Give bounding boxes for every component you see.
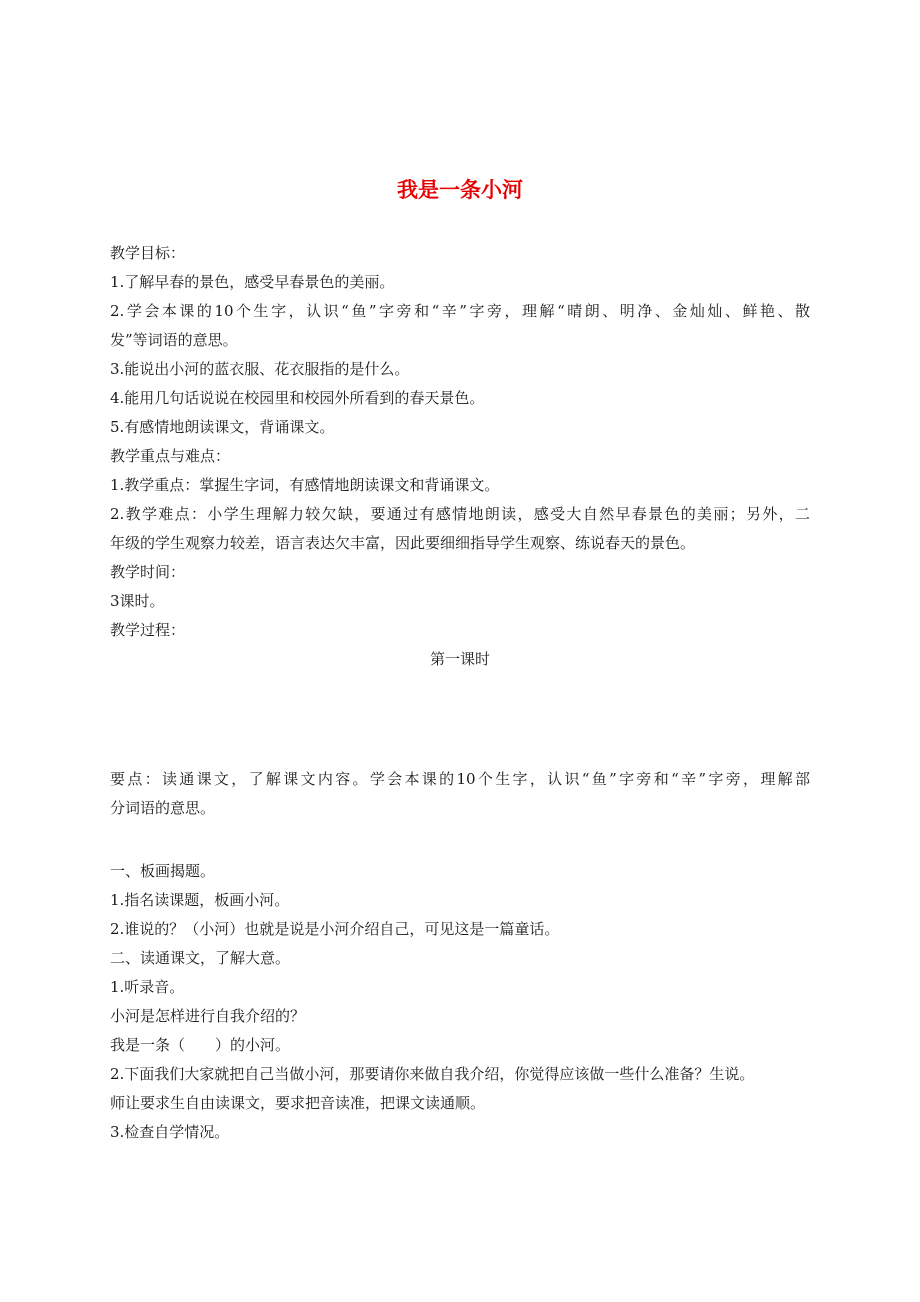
objective-item: 3.能说出小河的蓝衣服、花衣服指的是什么。: [110, 360, 410, 378]
step-item: 2.谁说的？（小河）也就是说是小河介绍自己，可见这是一篇童话。: [110, 920, 560, 938]
objective-item: 5.有感情地朗读课文，背诵课文。: [110, 418, 335, 436]
step-item: 二、读通课文，了解大意。: [110, 949, 291, 967]
step-item: 我是一条（ ）的小河。: [110, 1036, 291, 1054]
summary-section: [110, 765, 810, 823]
objectives-heading: 教学目标：: [110, 244, 186, 262]
step-item: 3.检查自学情况。: [110, 1123, 230, 1141]
objective-item: 2.学会本课的10个生字，认识“鱼”字旁和“辛”字旁，理解“晴朗、明净、金灿灿、鲜艳、散: [110, 302, 810, 320]
process-heading: 教学过程：: [110, 621, 186, 639]
step-item: 1.听录音。: [110, 978, 185, 996]
key-points-heading: 教学重点与难点：: [110, 447, 231, 465]
key-points-section: [110, 442, 810, 558]
step-item: 2.下面我们大家就把自己当做小河，那要请你来做自我介绍，你觉得应该做一些什么准备？生说。: [110, 1065, 755, 1083]
summary-line: 分词语的意思。: [110, 799, 216, 817]
document-title: 我是一条小河: [397, 178, 523, 202]
key-point-item: 1.教学重点：掌握生字词，有感情地朗读课文和背诵课文。: [110, 476, 500, 494]
lesson-title: 第一课时: [429, 650, 490, 668]
objective-item: 1.了解早春的景色，感受早春景色的美丽。: [110, 273, 395, 291]
step-item: 1.指名读课题，板画小河。: [110, 891, 290, 909]
key-point-item: 2.教学难点：小学生理解力较欠缺，要通过有感情地朗读，感受大自然早春景色的美丽；另外，二: [110, 505, 810, 523]
step-item: 师让要求生自由读课文，要求把音读准，把课文读通顺。: [110, 1094, 486, 1112]
summary-line: 要点：读通课文，了解课文内容。学会本课的10个生字，认识“鱼”字旁和“辛”字旁，理解部: [110, 770, 810, 788]
key-point-item: 年级的学生观察力较差，语言表达欠丰富，因此要细细指导学生观察、练说春天的景色。: [110, 534, 696, 552]
step-item: 小河是怎样进行自我介绍的？: [110, 1007, 306, 1025]
steps-section: [110, 857, 810, 1147]
objective-item: 4.能用几句话说说在校园里和校园外所看到的春天景色。: [110, 389, 485, 407]
time-section: [110, 558, 810, 674]
time-heading: 教学时间：: [110, 563, 186, 581]
time-value: 3课时。: [110, 592, 165, 610]
objective-item: 发”等词语的意思。: [110, 331, 238, 349]
step-item: 一、板画揭题。: [110, 862, 216, 880]
objectives-section: [110, 239, 810, 442]
